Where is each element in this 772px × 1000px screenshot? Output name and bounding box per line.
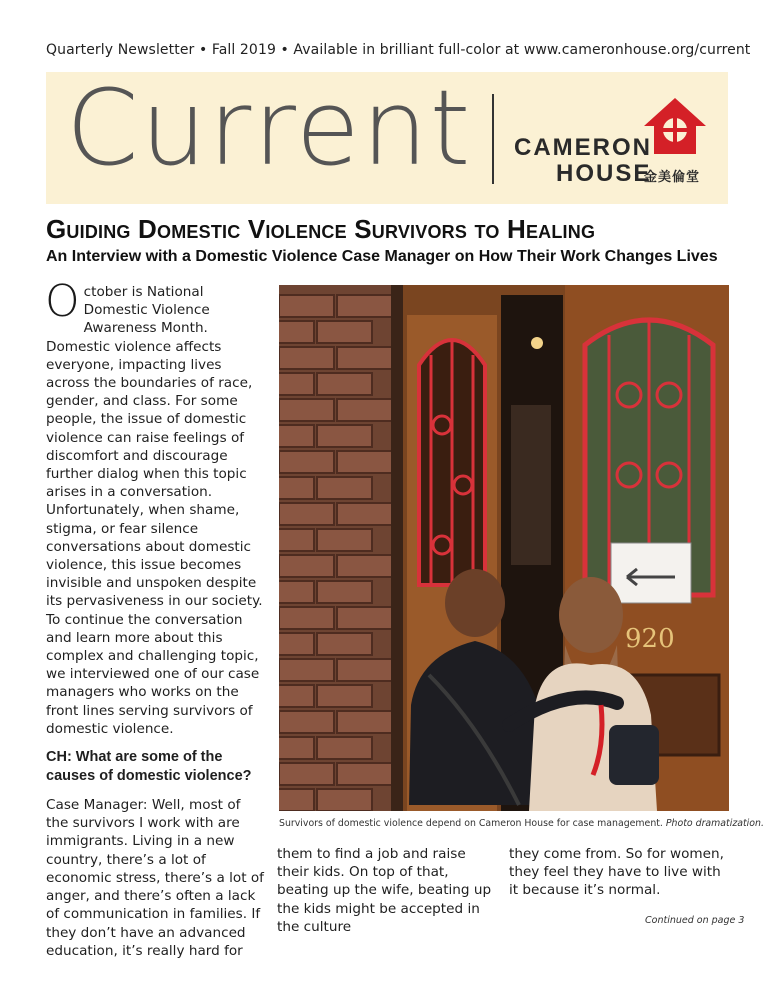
article-photo — [279, 285, 729, 811]
interview-answer-part-1: Case Manager: Well, most of the survivors I work with are immigrants. Living in a new country, there’s a lot of economic stress, there’s a lot of anger, and there’s often a lack of communication in families. If they don’t have an advanced education, it’s really hard for — [46, 797, 264, 959]
door-number: 920 — [625, 624, 675, 654]
photo-caption — [279, 818, 764, 829]
article-subheadline: An Interview with a Domestic Violence Case Manager on How Their Work Changes Lives — [46, 248, 718, 265]
brand-name-line2: HOUSE — [556, 160, 652, 187]
masthead-divider — [492, 94, 494, 184]
masthead-title: Current — [66, 67, 473, 189]
photo-doorway-illustration — [279, 285, 729, 811]
brand-chinese-name: 金美倫堂 — [644, 170, 701, 185]
interview-question: CH: What are some of the causes of domestic violence? — [46, 749, 252, 785]
interview-answer-part-3: they come from. So for women, they feel they have to live with it because it’s normal. — [509, 846, 724, 899]
article-headline: Guiding Domestic Violence Survivors to Healing — [46, 214, 596, 244]
continued-on-page-link[interactable]: Continued on page 3 — [645, 915, 745, 926]
photo-caption-text: Survivors of domestic violence depend on Cameron House for case management. — [279, 818, 663, 829]
brand-name-line1: CAMERON — [514, 134, 652, 161]
article-column-2 — [277, 845, 495, 946]
photo-caption-note: Photo dramatization. — [665, 818, 764, 829]
article-column-3 — [509, 845, 731, 910]
article-column-1 — [45, 276, 264, 970]
cameron-house-logo-icon — [642, 96, 708, 156]
drop-cap: O — [45, 276, 80, 327]
newsletter-topline: Quarterly Newsletter • Fall 2019 • Available in brilliant full-color at www.cameronhouse.org/current — [46, 42, 751, 58]
intro-paragraph — [45, 276, 264, 738]
intro-text: ctober is National Domestic Violence Awareness Month. Domestic violence affects everyone, impacting lives across the boundaries of race, gender, and class. For some people, the issue of domestic violence can raise feelings of discomfort and discourage further dialog when this topic arises in a conversation. Unfortunately, when shame, stigma, or fear silence conversations about domestic violence, this issue becomes invisible and unspoken despite its pervasiveness in our society. To continue the conversation and learn more about this complex and challenging topic, we interviewed one of our case managers who works on the front lines serving survivors of domestic violence. — [46, 284, 263, 737]
masthead — [46, 67, 728, 204]
interview-answer-part-2: them to find a job and raise their kids. On top of that, beating up the wife, beating up the kids might be accepted in the culture — [277, 846, 492, 935]
